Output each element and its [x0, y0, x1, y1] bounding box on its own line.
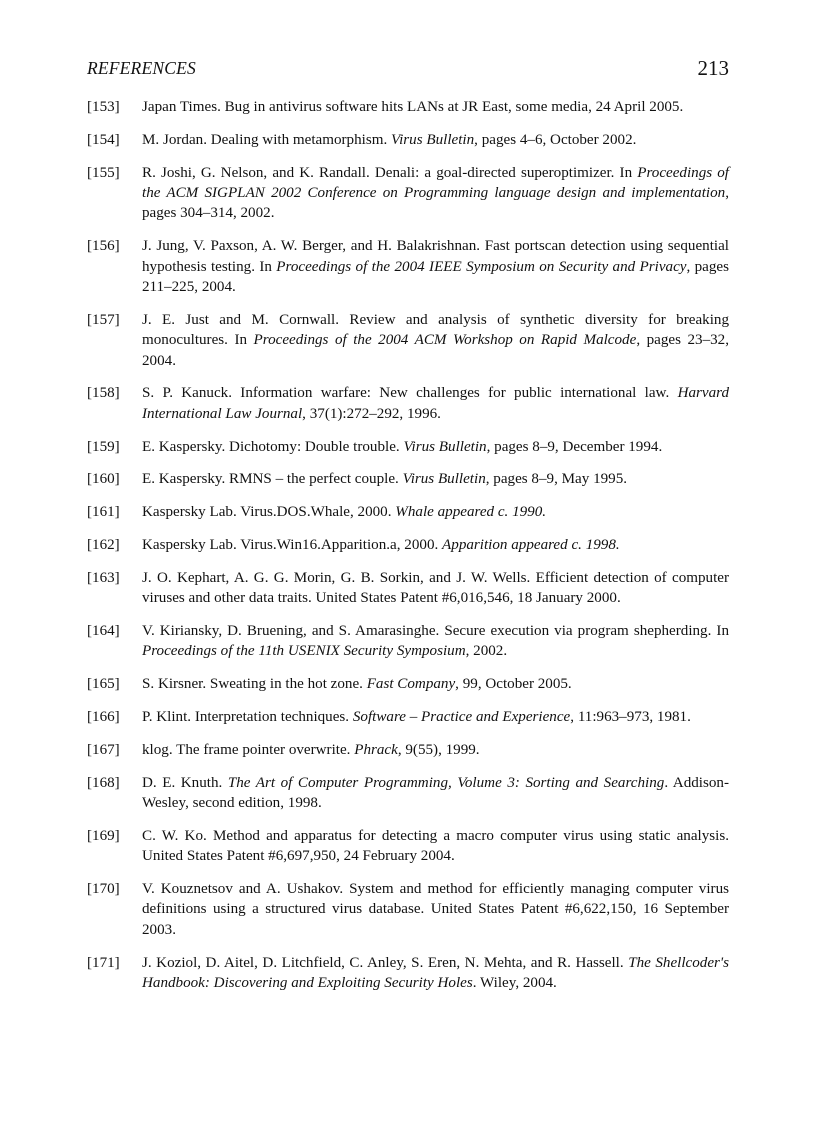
- reference-title-italic: Proceedings of the ACM SIGPLAN 2002 Conference on Programming language design and implementation: [142, 164, 729, 201]
- reference-number: [164]: [87, 623, 120, 640]
- reference-number: [171]: [87, 954, 120, 971]
- reference-text-span: , 2002.: [465, 643, 508, 660]
- reference-title-italic: Apparition appeared c. 1998.: [442, 537, 620, 554]
- reference-text-span: , 11:963–973, 1981.: [570, 709, 691, 726]
- reference-text: [142, 773, 729, 814]
- reference-title-italic: Virus Bulletin: [403, 438, 487, 455]
- reference-text-span: V. Kiriansky, D. Bruening, and S. Amarasinghe. Secure execution via program shepherding. In: [142, 623, 729, 640]
- reference-number: [165]: [87, 676, 120, 693]
- reference-text: [142, 236, 729, 297]
- reference-text-span: , pages 8–9, May 1995.: [485, 471, 628, 488]
- reference-text: [142, 826, 729, 867]
- reference-text: [142, 535, 729, 555]
- reference-entry: [87, 97, 729, 117]
- reference-text-span: , 9(55), 1999.: [397, 741, 480, 758]
- reference-entry: [87, 310, 729, 371]
- reference-text-span: S. P. Kanuck. Information warfare: New challenges for public international law.: [142, 385, 678, 402]
- reference-text: [142, 707, 729, 727]
- reference-text-span: R. Joshi, G. Nelson, and K. Randall. Denali: a goal-directed superoptimizer. In: [142, 164, 638, 181]
- reference-text: [142, 163, 729, 224]
- reference-entry: [87, 383, 729, 424]
- reference-text: [142, 740, 729, 760]
- reference-text-span: E. Kaspersky. RMNS – the perfect couple.: [142, 471, 403, 488]
- reference-text-span: , pages 211–225, 2004.: [142, 258, 729, 296]
- reference-text-span: , pages 4–6, October 2002.: [474, 131, 637, 148]
- reference-title-italic: Virus Bulletin: [402, 471, 486, 488]
- reference-text-span: S. Kirsner. Sweating in the hot zone.: [142, 676, 367, 693]
- reference-text-span: C. W. Ko. Method and apparatus for detecting a macro computer virus using static analysis. United States Patent #6,697,950, 24 February 2004.: [142, 827, 729, 865]
- reference-entry: [87, 236, 729, 297]
- reference-text-span: V. Kouznetsov and A. Ushakov. System and method for efficiently managing computer virus definitions using a structured virus database. United States Patent #6,622,150, 16 September 2003.: [142, 881, 729, 938]
- reference-text-span: klog. The frame pointer overwrite.: [142, 741, 355, 758]
- reference-text-span: Kaspersky Lab. Virus.DOS.Whale, 2000.: [142, 504, 396, 521]
- reference-entry: [87, 826, 729, 867]
- reference-text-span: . Addison-Wesley, second edition, 1998.: [142, 774, 729, 812]
- reference-title-italic: Whale appeared c. 1990.: [395, 504, 547, 521]
- reference-text: [142, 469, 729, 489]
- reference-number: [168]: [87, 774, 120, 791]
- reference-list: [87, 97, 729, 1006]
- reference-text-span: , 99, October 2005.: [455, 676, 572, 693]
- reference-text-span: , 37(1):272–292, 1996.: [302, 405, 441, 422]
- reference-text: [142, 879, 729, 940]
- reference-entry: [87, 953, 729, 994]
- reference-number: [156]: [87, 238, 120, 255]
- page-header: [87, 58, 729, 88]
- reference-text-span: . Wiley, 2004.: [472, 975, 557, 992]
- reference-entry: [87, 568, 729, 609]
- reference-entry: [87, 130, 729, 150]
- reference-title-italic: The Shellcoder's Handbook: Discovering and Exploiting Security Holes: [142, 954, 730, 992]
- reference-entry: [87, 437, 729, 457]
- reference-number: [155]: [87, 164, 120, 181]
- reference-title-italic: The Art of Computer Programming, Volume 3: Sorting and Searching: [227, 774, 665, 791]
- reference-text: [142, 310, 729, 371]
- reference-title-italic: Harvard International Law Journal: [142, 385, 729, 422]
- reference-text-span: J. Koziol, D. Aitel, D. Litchfield, C. Anley, S. Eren, N. Mehta, and R. Hassell.: [142, 954, 629, 971]
- reference-text: [142, 568, 729, 609]
- reference-number: [169]: [87, 827, 120, 844]
- reference-title-italic: Proceedings of the 2004 ACM Workshop on Rapid Malcode: [253, 332, 637, 349]
- reference-entry: [87, 535, 729, 555]
- reference-text: [142, 953, 729, 994]
- reference-text-span: , pages 8–9, December 1994.: [486, 438, 663, 455]
- reference-number: [160]: [87, 471, 120, 488]
- reference-entry: [87, 502, 729, 522]
- reference-title-italic: Fast Company: [366, 676, 456, 693]
- reference-number: [157]: [87, 311, 120, 328]
- reference-number: [154]: [87, 131, 120, 148]
- reference-text: [142, 621, 729, 662]
- reference-text-span: J. O. Kephart, A. G. G. Morin, G. B. Sorkin, and J. W. Wells. Efficient detection of computer viruses and other data traits. United States Patent #6,016,546, 18 January 2000.: [142, 569, 729, 607]
- reference-text-span: Kaspersky Lab. Virus.Win16.Apparition.a, 2000.: [142, 537, 443, 554]
- reference-text-span: , pages 23–32, 2004.: [142, 332, 729, 369]
- reference-text: [142, 502, 729, 522]
- reference-text-span: J. E. Just and M. Cornwall. Review and analysis of synthetic diversity for breaking monocultures. In: [142, 311, 729, 349]
- reference-number: [158]: [87, 385, 120, 402]
- reference-title-italic: Phrack: [354, 741, 398, 758]
- reference-number: [170]: [87, 881, 120, 898]
- reference-title-italic: Virus Bulletin: [391, 131, 475, 148]
- reference-entry: [87, 740, 729, 760]
- reference-number: [162]: [87, 537, 120, 554]
- reference-text-span: P. Klint. Interpretation techniques.: [142, 709, 353, 726]
- reference-text: [142, 130, 729, 150]
- reference-title-italic: Proceedings of the 11th USENIX Security Symposium: [142, 643, 466, 660]
- reference-entry: [87, 674, 729, 694]
- reference-text-span: M. Jordan. Dealing with metamorphism.: [142, 131, 392, 148]
- reference-entry: [87, 773, 729, 814]
- reference-entry: [87, 879, 729, 940]
- reference-text-span: E. Kaspersky. Dichotomy: Double trouble.: [142, 438, 404, 455]
- reference-text-span: , pages 304–314, 2002.: [142, 185, 729, 222]
- reference-entry: [87, 469, 729, 489]
- reference-entry: [87, 621, 729, 662]
- reference-number: [163]: [87, 569, 120, 586]
- page-number: 213: [697, 56, 729, 80]
- reference-number: [153]: [87, 99, 120, 115]
- reference-number: [159]: [87, 438, 120, 455]
- reference-text: [142, 674, 729, 694]
- reference-text: [142, 437, 729, 457]
- reference-title-italic: Proceedings of the 2004 IEEE Symposium on Security and Privacy: [276, 258, 687, 275]
- reference-text-span: J. Jung, V. Paxson, A. W. Berger, and H. Balakrishnan. Fast portscan detection using sequential hypothesis testing. In: [142, 238, 729, 275]
- running-title: REFERENCES: [87, 58, 196, 78]
- reference-text: [142, 383, 729, 424]
- reference-entry: [87, 163, 729, 224]
- reference-title-italic: Software – Practice and Experience: [352, 709, 571, 726]
- reference-text-span: D. E. Knuth.: [142, 774, 228, 791]
- reference-text: [142, 97, 729, 117]
- reference-number: [166]: [87, 709, 120, 726]
- reference-number: [167]: [87, 741, 120, 758]
- reference-text-span: Japan Times. Bug in antivirus software hits LANs at JR East, some media, 24 April 2005.: [142, 99, 684, 115]
- reference-number: [161]: [87, 504, 120, 521]
- reference-entry: [87, 707, 729, 727]
